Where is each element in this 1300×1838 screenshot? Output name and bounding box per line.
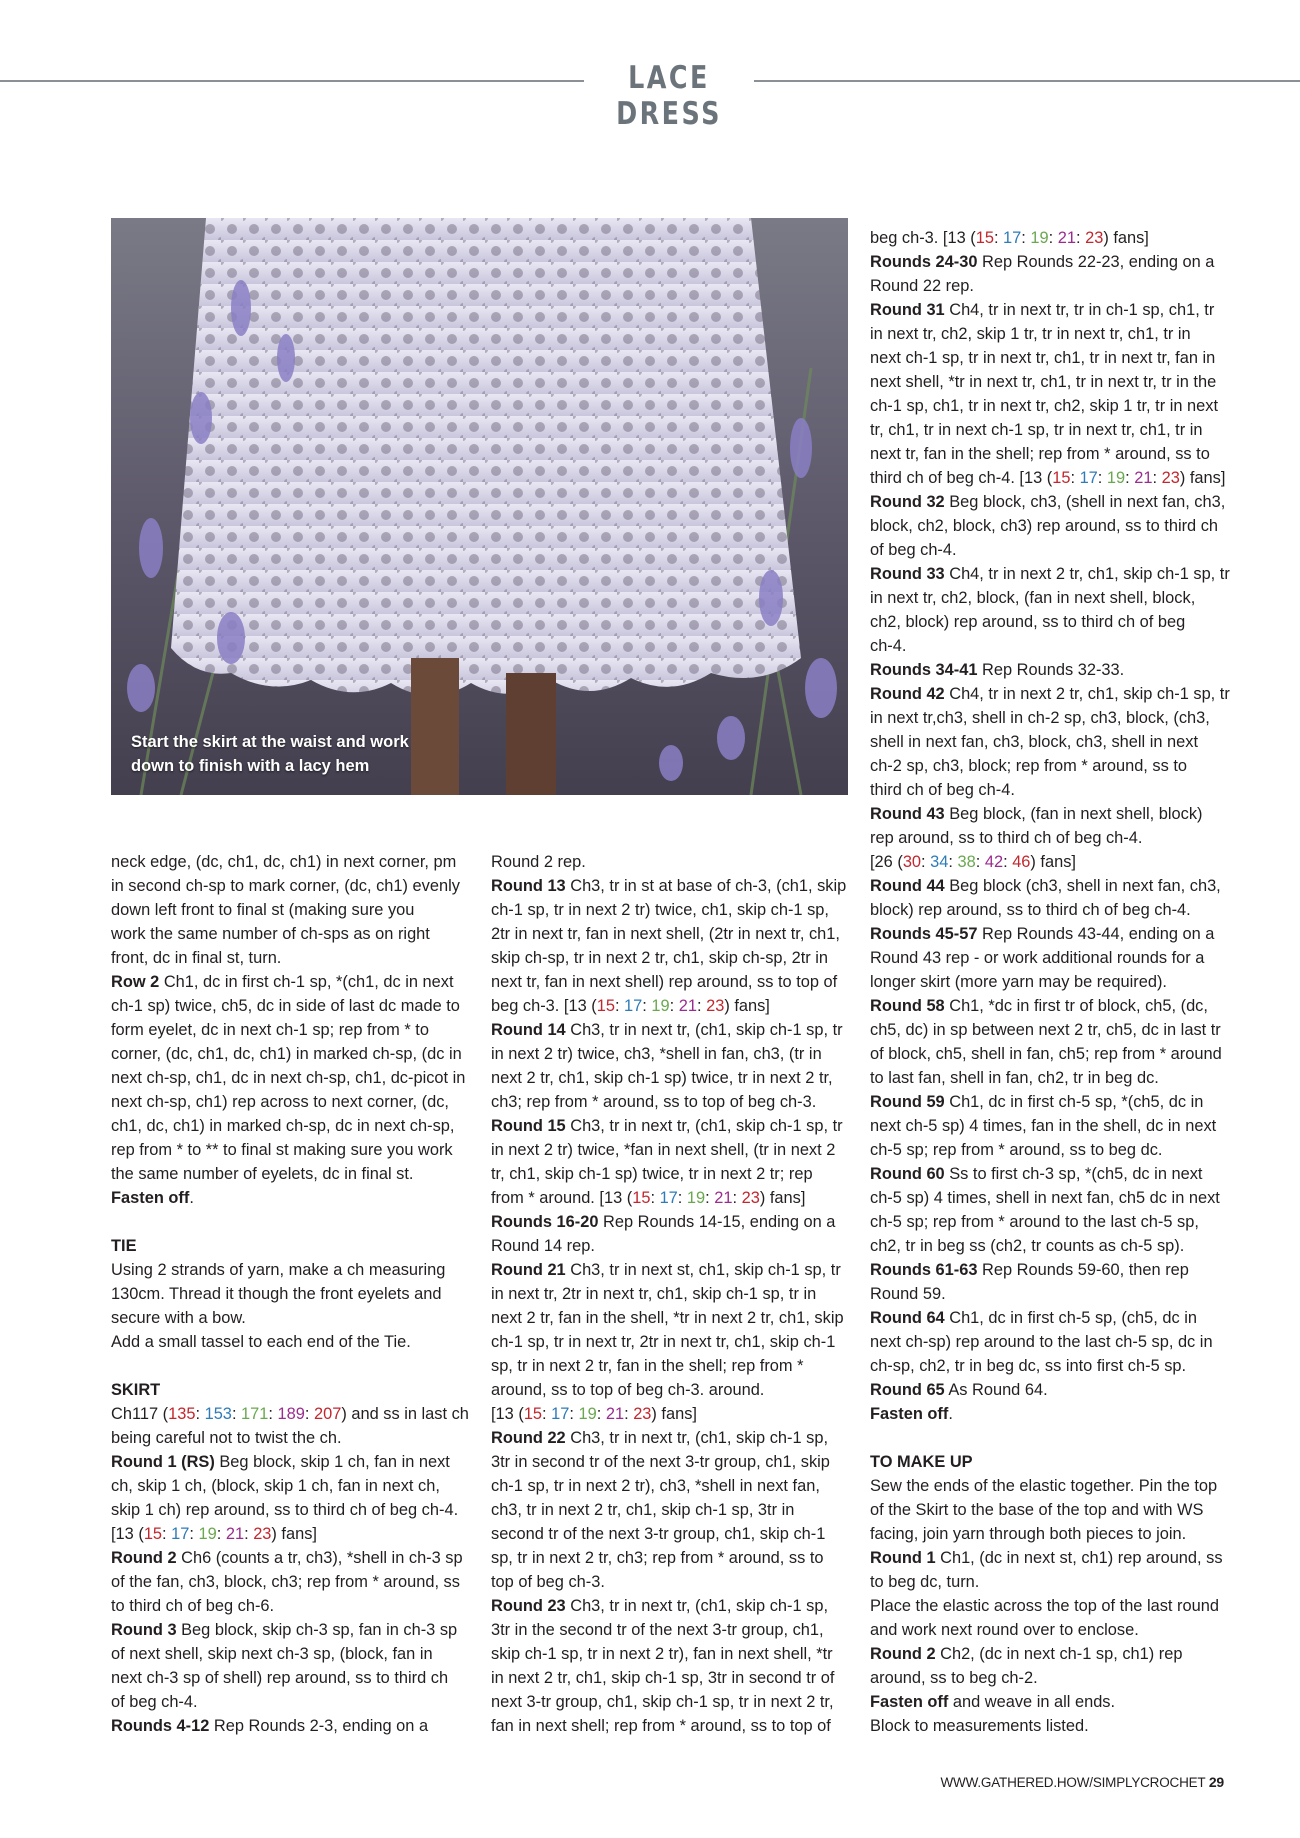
size-value: 19 (1030, 229, 1049, 247)
text-line: third ch of beg ch-4. (870, 781, 1015, 799)
text-line: next tr, fan in the shell; rep from * around, ss to (870, 445, 1210, 463)
size-value: 15 (1052, 469, 1071, 487)
text-line: Round 31 Ch4, tr in next tr, tr in ch-1 sp, ch1, tr (870, 301, 1215, 319)
text-line: ch-1 sp) twice, ch5, dc in side of last dc made to (111, 997, 460, 1015)
text-line: Round 2 Ch6 (counts a tr, ch3), *shell in ch-3 sp (111, 1549, 463, 1567)
text-line: Round 59 Ch1, dc in first ch-5 sp, *(ch5, dc in (870, 1093, 1204, 1111)
size-value: 19 (578, 1405, 597, 1423)
text-column-1 (111, 850, 471, 1738)
size-value: 171 (241, 1405, 269, 1423)
bold-label: Round 42 (870, 685, 945, 703)
text-line: and work next round over to enclose. (870, 1621, 1139, 1639)
text-line: Round 22 Ch3, tr in next tr, (ch1, skip ch-1 sp, (491, 1429, 829, 1447)
text-line: Round 65 As Round 64. (870, 1381, 1048, 1399)
size-value: 19 (651, 997, 670, 1015)
size-value: 21 (605, 1405, 625, 1423)
text-line: Round 3 Beg block, skip ch-3 sp, fan in ch-3 sp (111, 1621, 458, 1639)
bold-label: Round 1 (RS) (111, 1453, 215, 1471)
text-line: Round 33 Ch4, tr in next 2 tr, ch1, skip ch-1 sp, tr (870, 565, 1230, 583)
text-column-3 (870, 226, 1230, 1738)
text-line: Fasten off and weave in all ends. (870, 1693, 1116, 1711)
bold-label: Round 64 (870, 1309, 945, 1327)
text-line: Round 2 Ch2, (dc in next ch-1 sp, ch1) rep (870, 1645, 1183, 1663)
size-line: [13 (15: 17: 19: 21: 23) fans] (491, 1405, 697, 1423)
text-line: tr, ch1, tr in next ch-1 sp, tr in next tr, ch1, tr in (870, 421, 1203, 439)
header-rule-left (0, 80, 584, 82)
size-value: 23 (1161, 469, 1180, 487)
text-line: ch-5 sp) 4 times, shell in next fan, ch5 dc in next (870, 1189, 1220, 1207)
text-line: in next 2 tr) twice, ch3, *shell in fan, ch3, (tr in (491, 1045, 822, 1063)
text-line: Round 44 Beg block (ch3, shell in next fan, ch3, (870, 877, 1221, 895)
size-value: 46 (1012, 853, 1031, 871)
bold-label: Fasten off (111, 1189, 190, 1207)
bold-label: Round 32 (870, 493, 945, 511)
size-value: 17 (1079, 469, 1098, 487)
size-value: 17 (659, 1189, 678, 1207)
size-line: beg ch-3. [13 (15: 17: 19: 21: 23) fans] (870, 229, 1149, 247)
text-line: Round 13 Ch3, tr in st at base of ch-3, (ch1, skip (491, 877, 847, 895)
bold-label: Round 23 (491, 1597, 566, 1615)
size-value: 21 (678, 997, 697, 1015)
text-line: Round 58 Ch1, *dc in first tr of block, ch5, (dc, (870, 997, 1208, 1015)
bold-label: Round 65 (870, 1381, 945, 1399)
size-value: 15 (596, 997, 615, 1015)
text-line: of next shell, skip next ch-3 sp, (block, fan in (111, 1645, 433, 1663)
spacer (870, 1426, 1230, 1450)
bold-label: Rounds 45-57 (870, 925, 978, 943)
text-line: Round 59. (870, 1285, 946, 1303)
page-number: 29 (1208, 1774, 1224, 1790)
text-line: 3tr in the second tr of the next 3-tr group, ch1, (491, 1621, 824, 1639)
text-line: neck edge, (dc, ch1, dc, ch1) in next corner, pm (111, 853, 457, 871)
bold-label: Round 1 (870, 1549, 936, 1567)
size-value: 15 (975, 229, 994, 247)
text-line: Round 43 rep - or work additional rounds for a (870, 949, 1205, 967)
text-line: the same number of eyelets, dc in final st. (111, 1165, 414, 1183)
header-rule-right (754, 80, 1300, 82)
text-line: next ch-5 sp) 4 times, fan in the shell, dc in next (870, 1117, 1217, 1135)
size-value: 15 (632, 1189, 651, 1207)
section-heading: SKIRT (111, 1381, 161, 1399)
text-line: ch1, dc, ch1) in marked ch-sp, dc in next ch-sp, (111, 1117, 455, 1135)
text-line: sp, tr in next 2 tr, fan in the shell; rep from * (491, 1357, 804, 1375)
text-line: next ch-sp, ch1) rep across to next corner, (dc, (111, 1093, 449, 1111)
text-line: 3tr in second tr of the next 3-tr group, ch1, skip (491, 1453, 830, 1471)
text-line: in next tr, ch2, block, (fan in next shell, block, (870, 589, 1196, 607)
bold-label: Round 60 (870, 1165, 945, 1183)
bold-label: Round 43 (870, 805, 945, 823)
size-value: 21 (714, 1189, 733, 1207)
text-line: in next 2 tr) twice, *fan in next shell, (tr in next 2 (491, 1141, 836, 1159)
text-line: of block, ch5, shell in fan, ch5; rep from * around (870, 1045, 1222, 1063)
text-line: of the Skirt to the base of the top and with WS (870, 1501, 1204, 1519)
text-line: Sew the ends of the elastic together. Pin the top (870, 1477, 1218, 1495)
text-line: to beg dc, turn. (870, 1573, 980, 1591)
spacer (111, 1210, 471, 1234)
text-line: Rounds 45-57 Rep Rounds 43-44, ending on a (870, 925, 1215, 943)
size-value: 19 (1106, 469, 1126, 487)
text-line: longer skirt (more yarn may be required). (870, 973, 1167, 991)
text-line: Rounds 4-12 Rep Rounds 2-3, ending on a (111, 1717, 429, 1735)
text-line: ch2, block) rep around, ss to third ch of beg (870, 613, 1186, 631)
size-value: 207 (313, 1405, 342, 1423)
bold-label: Rounds 16-20 (491, 1213, 599, 1231)
size-line: Ch117 (135: 153: 171: 189: 207) and ss in last ch (111, 1405, 469, 1423)
text-line: to last fan, shell in fan, ch2, tr in beg dc. (870, 1069, 1159, 1087)
text-line: ch5, dc) in sp between next 2 tr, ch5, dc in last tr (870, 1021, 1221, 1039)
text-line: next 2 tr, fan in the shell, *tr in next 2 tr, ch1, skip (491, 1309, 844, 1327)
text-line: 2tr in next tr, fan in next shell, (2tr in next tr, ch1, (491, 925, 840, 943)
size-value: 17 (171, 1525, 190, 1543)
text-line: ch3; rep from * around, ss to top of beg ch-3. (491, 1093, 817, 1111)
text-line: around, ss to top of beg ch-3. around. (491, 1381, 765, 1399)
text-line: work the same number of ch-sps as on right (111, 925, 430, 943)
text-line: next ch-sp, ch1, dc in next ch-sp, ch1, dc-picot in (111, 1069, 466, 1087)
text-line: down left front to final st (making sure you (111, 901, 415, 919)
text-line: Round 42 Ch4, tr in next 2 tr, ch1, skip ch-1 sp, tr (870, 685, 1230, 703)
text-line: Round 1 Ch1, (dc in next st, ch1) rep around, ss (870, 1549, 1223, 1567)
text-line: of the fan, ch3, block, ch3; rep from * around, ss (111, 1573, 460, 1591)
text-line: next ch-1 sp, tr in next tr, ch1, tr in next tr, fan in (870, 349, 1216, 367)
bold-label: Round 14 (491, 1021, 566, 1039)
text-line: Fasten off. (870, 1405, 953, 1423)
bold-label: Round 21 (491, 1261, 566, 1279)
text-line: Round 32 Beg block, ch3, (shell in next fan, ch3, (870, 493, 1226, 511)
size-value: 19 (686, 1189, 706, 1207)
text-line: next 2 tr, ch1, skip ch-1 sp) twice, tr in next 2 tr, (491, 1069, 833, 1087)
size-value: 21 (225, 1525, 245, 1543)
text-line: Rounds 61-63 Rep Rounds 59-60, then rep (870, 1261, 1189, 1279)
page-title: LACE DRESS (616, 60, 722, 132)
text-line: Round 60 Ss to first ch-3 sp, *(ch5, dc in next (870, 1165, 1203, 1183)
text-line: next tr, fan in next shell) rep around, ss to top of (491, 973, 838, 991)
text-line: Add a small tassel to each end of the Tie. (111, 1333, 411, 1351)
size-value: 17 (1003, 229, 1022, 247)
size-value: 15 (523, 1405, 543, 1423)
size-value: 21 (1057, 229, 1076, 247)
text-line: ch3, tr in next 2 tr, ch1, skip ch-1 sp, 3tr in (491, 1501, 795, 1519)
text-line: Block to measurements listed. (870, 1717, 1089, 1735)
text-line: ch, skip 1 ch, (block, skip 1 ch, fan in next ch, (111, 1477, 440, 1495)
bold-label: Rounds 34-41 (870, 661, 978, 679)
bold-label: Round 22 (491, 1429, 566, 1447)
text-line: 130cm. Thread it though the front eyelets and (111, 1285, 442, 1303)
text-line: next ch-3 sp of shell) rep around, ss to third ch (111, 1669, 449, 1687)
text-line: Round 14 rep. (491, 1237, 595, 1255)
bold-label: Round 58 (870, 997, 945, 1015)
text-line: skip 1 ch) rep around, ss to third ch of beg ch-4. (111, 1501, 459, 1519)
bold-label: Round 2 (111, 1549, 177, 1567)
bold-label: Round 33 (870, 565, 945, 583)
text-line: in next 2 tr, ch1, skip ch-1 sp, 3tr in second tr of (491, 1669, 835, 1687)
text-line: Round 1 (RS) Beg block, skip 1 ch, fan in next (111, 1453, 450, 1471)
size-value: 153 (204, 1405, 232, 1423)
bold-label: Rounds 24-30 (870, 253, 978, 271)
size-value: 23 (741, 1189, 760, 1207)
bold-label: Round 3 (111, 1621, 177, 1639)
text-line: fan in next shell; rep from * around, ss to top of (491, 1717, 831, 1735)
bold-label: Fasten off (870, 1693, 949, 1711)
text-line: Round 15 Ch3, tr in next tr, (ch1, skip ch-1 sp, tr (491, 1117, 843, 1135)
text-line: corner, (dc, ch1, dc, ch1) in marked ch-sp, (dc in (111, 1045, 462, 1063)
text-line: shell in next fan, ch3, block, ch3, shell in next (870, 733, 1198, 751)
text-line: second tr of the next 3-tr group, ch1, skip ch-1 (491, 1525, 826, 1543)
text-line: next 3-tr group, ch1, skip ch-1 sp, tr in next 2 tr, (491, 1693, 834, 1711)
text-line: Rounds 16-20 Rep Rounds 14-15, ending on a (491, 1213, 836, 1231)
size-value: 21 (1134, 469, 1153, 487)
size-value: 34 (930, 853, 949, 871)
size-value: 23 (633, 1405, 652, 1423)
bold-label: Rounds 61-63 (870, 1261, 978, 1279)
text-line: rep around, ss to third ch of beg ch-4. (870, 829, 1143, 847)
text-line: Round 21 Ch3, tr in next st, ch1, skip ch-1 sp, tr (491, 1261, 841, 1279)
spacer (111, 1354, 471, 1378)
text-line: Rounds 34-41 Rep Rounds 32-33. (870, 661, 1125, 679)
size-value: 17 (551, 1405, 570, 1423)
text-column-2 (491, 850, 851, 1738)
bold-label: Round 31 (870, 301, 945, 319)
text-line: facing, join yarn through both pieces to join. (870, 1525, 1187, 1543)
bold-label: Round 59 (870, 1093, 945, 1111)
text-line: Using 2 strands of yarn, make a ch measuring (111, 1261, 446, 1279)
size-line: [26 (30: 34: 38: 42: 46) fans] (870, 853, 1076, 871)
text-line: front, dc in final st, turn. (111, 949, 282, 967)
text-line: ch2, tr in beg ss (ch2, tr counts as ch-5 sp). (870, 1237, 1185, 1255)
text-line: ch-1 sp, tr in next tr, 2tr in next tr, ch1, skip ch-1 (491, 1333, 836, 1351)
text-line: ch-1 sp, ch1, tr in next tr, ch2, skip 1 tr, tr in next (870, 397, 1218, 415)
text-line: in next tr,ch3, shell in ch-2 sp, ch3, block, (ch3, (870, 709, 1210, 727)
text-line: Round 14 Ch3, tr in next tr, (ch1, skip ch-1 sp, tr (491, 1021, 843, 1039)
size-value: 23 (1085, 229, 1104, 247)
text-line: ch-4. (870, 637, 907, 655)
text-line: to third ch of beg ch-6. (111, 1597, 275, 1615)
size-value: 38 (957, 853, 976, 871)
text-line: form eyelet, dc in next ch-1 sp; rep from * to (111, 1021, 429, 1039)
size-line: beg ch-3. [13 (15: 17: 19: 21: 23) fans] (491, 997, 770, 1015)
text-line: Round 64 Ch1, dc in first ch-5 sp, (ch5, dc in (870, 1309, 1198, 1327)
size-value: 30 (902, 853, 922, 871)
size-line: from * around. [13 (15: 17: 19: 21: 23) fans] (491, 1189, 806, 1207)
text-line: rep from * to ** to final st making sure you work (111, 1141, 453, 1159)
text-line: sp, tr in next 2 tr, ch3; rep from * around, ss to (491, 1549, 824, 1567)
text-line: Round 23 Ch3, tr in next tr, (ch1, skip ch-1 sp, (491, 1597, 829, 1615)
dress-photo-illustration (111, 218, 848, 795)
bold-label: Round 44 (870, 877, 945, 895)
footer-url: WWW.GATHERED.HOW/SIMPLYCROCHET (940, 1775, 1206, 1790)
page-footer (940, 1774, 1224, 1790)
bold-label: Round 13 (491, 877, 566, 895)
bold-label: Fasten off (870, 1405, 949, 1423)
text-line: ch-1 sp, tr in next 2 tr), ch3, *shell in next fan, (491, 1477, 820, 1495)
text-line: block, ch2, block, ch3) rep around, ss to third ch (870, 517, 1219, 535)
text-line: Fasten off. (111, 1189, 194, 1207)
text-line: skip ch-sp, tr in next 2 tr, ch1, skip ch-sp, 2tr in (491, 949, 829, 967)
text-line: skip ch-1 sp, tr in next 2 tr), fan in next shell, *tr (491, 1645, 833, 1663)
size-line: third ch of beg ch-4. [13 (15: 17: 19: 21: 23) fans] (870, 469, 1226, 487)
text-line: block) rep around, ss to third ch of beg ch-4. (870, 901, 1191, 919)
text-line: being careful not to twist the ch. (111, 1429, 342, 1447)
size-value: 17 (624, 997, 643, 1015)
bold-label: Row 2 (111, 973, 160, 991)
size-value: 42 (984, 853, 1004, 871)
text-line: tr, ch1, skip ch-1 sp) twice, tr in next 2 tr; rep (491, 1165, 813, 1183)
text-line: top of beg ch-3. (491, 1573, 605, 1591)
text-line: next ch-sp) rep around to the last ch-5 sp, dc in (870, 1333, 1213, 1351)
text-line: of beg ch-4. (111, 1693, 198, 1711)
bold-label: Rounds 4-12 (111, 1717, 210, 1735)
text-line: ch-2 sp, ch3, block; rep from * around, ss to (870, 757, 1188, 775)
text-line: Round 43 Beg block, (fan in next shell, block) (870, 805, 1203, 823)
size-value: 19 (198, 1525, 217, 1543)
text-line: Round 22 rep. (870, 277, 974, 295)
text-line: around, ss to beg ch-2. (870, 1669, 1038, 1687)
text-line: ch-5 sp; rep from * around, ss to beg dc. (870, 1141, 1163, 1159)
photo-caption: Start the skirt at the waist and work down to finish with a lacy hem (131, 733, 409, 775)
size-value: 23 (706, 997, 725, 1015)
bold-label: Round 15 (491, 1117, 566, 1135)
text-line: Place the elastic across the top of the last round (870, 1597, 1219, 1615)
text-line: ch-1 sp, tr in next 2 tr) twice, ch1, skip ch-1 sp, (491, 901, 829, 919)
text-line: secure with a bow. (111, 1309, 246, 1327)
text-line: Round 2 rep. (491, 853, 586, 871)
text-line: in second ch-sp to mark corner, (dc, ch1) evenly (111, 877, 460, 895)
size-line: [13 (15: 17: 19: 21: 23) fans] (111, 1525, 317, 1543)
bold-label: Round 2 (870, 1645, 936, 1663)
text-line: Row 2 Ch1, dc in first ch-1 sp, *(ch1, dc in next (111, 973, 454, 991)
size-value: 23 (253, 1525, 272, 1543)
section-heading: TO MAKE UP (870, 1453, 973, 1471)
text-line: next shell, *tr in next tr, ch1, tr in next tr, tr in the (870, 373, 1217, 391)
size-value: 15 (143, 1525, 163, 1543)
size-value: 135 (168, 1405, 196, 1423)
text-line: in next tr, 2tr in next tr, ch1, skip ch-1 sp, tr in (491, 1285, 817, 1303)
section-heading: TIE (111, 1237, 137, 1255)
text-line: in next tr, ch2, skip 1 tr, tr in next tr, ch1, tr in (870, 325, 1191, 343)
size-value: 189 (277, 1405, 305, 1423)
text-line: of beg ch-4. (870, 541, 957, 559)
text-line: Rounds 24-30 Rep Rounds 22-23, ending on a (870, 253, 1215, 271)
text-line: ch-5 sp; rep from * around to the last ch-5 sp, (870, 1213, 1199, 1231)
text-line: ch-sp, ch2, tr in beg dc, ss into first ch-5 sp. (870, 1357, 1187, 1375)
dress-photo (111, 218, 848, 795)
